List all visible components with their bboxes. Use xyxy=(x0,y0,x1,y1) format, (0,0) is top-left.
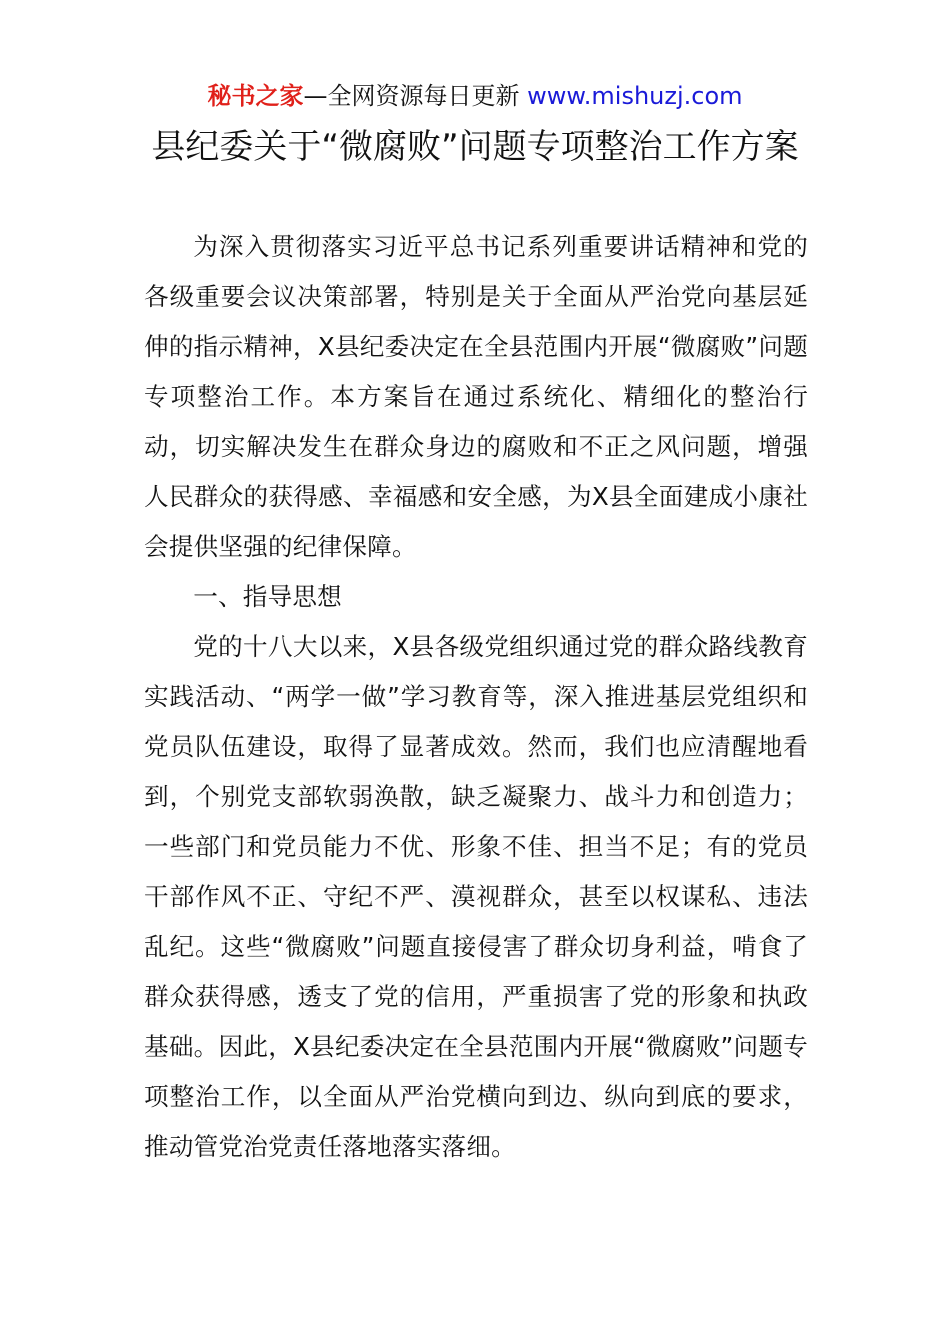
section-heading-guiding-ideology: 一、指导思想 xyxy=(193,582,342,611)
document-title: 县纪委关于“微腐败”问题专项整治工作方案 xyxy=(151,127,799,167)
site-header xyxy=(0,80,950,112)
document-body xyxy=(144,222,808,1172)
site-url[interactable]: www.mishuzj.com xyxy=(527,82,743,110)
guiding-ideology-paragraph: 党的十八大以来，X县各级党组织通过党的群众路线教育实践活动、“两学一做”学习教育等，深入推进基层党组织和党员队伍建设，取得了显著成效。然而，我们也应清醒地看到，个别党支部软弱涣散，缺乏凝聚力、战斗力和创造力；一些部门和党员能力不优、形象不佳、担当不足；有的党员干部作风不正、守纪不严、漠视群众，甚至以权谋私、违法乱纪。这些“微腐败”问题直接侵害了群众切身利益，啃食了群众获得感，透支了党的信用，严重损害了党的形象和执政基础。因此，X县纪委决定在全县范围内开展“微腐败”问题专项整治工作，以全面从严治党横向到边、纵向到底的要求，推动管党治党责任落地落实落细。 xyxy=(144,632,808,1161)
header-tagline: —全网资源每日更新 xyxy=(303,82,528,110)
intro-paragraph: 为深入贯彻落实习近平总书记系列重要讲话精神和党的各级重要会议决策部署，特别是关于全面从严治党向基层延伸的指示精神，X县纪委决定在全县范围内开展“微腐败”问题专项整治工作。本方案旨在通过系统化、精细化的整治行动，切实解决发生在群众身边的腐败和不正之风问题，增强人民群众的获得感、幸福感和安全感，为X县全面建成小康社会提供坚强的纪律保障。 xyxy=(144,232,808,561)
brand-name: 秘书之家 xyxy=(207,82,304,110)
